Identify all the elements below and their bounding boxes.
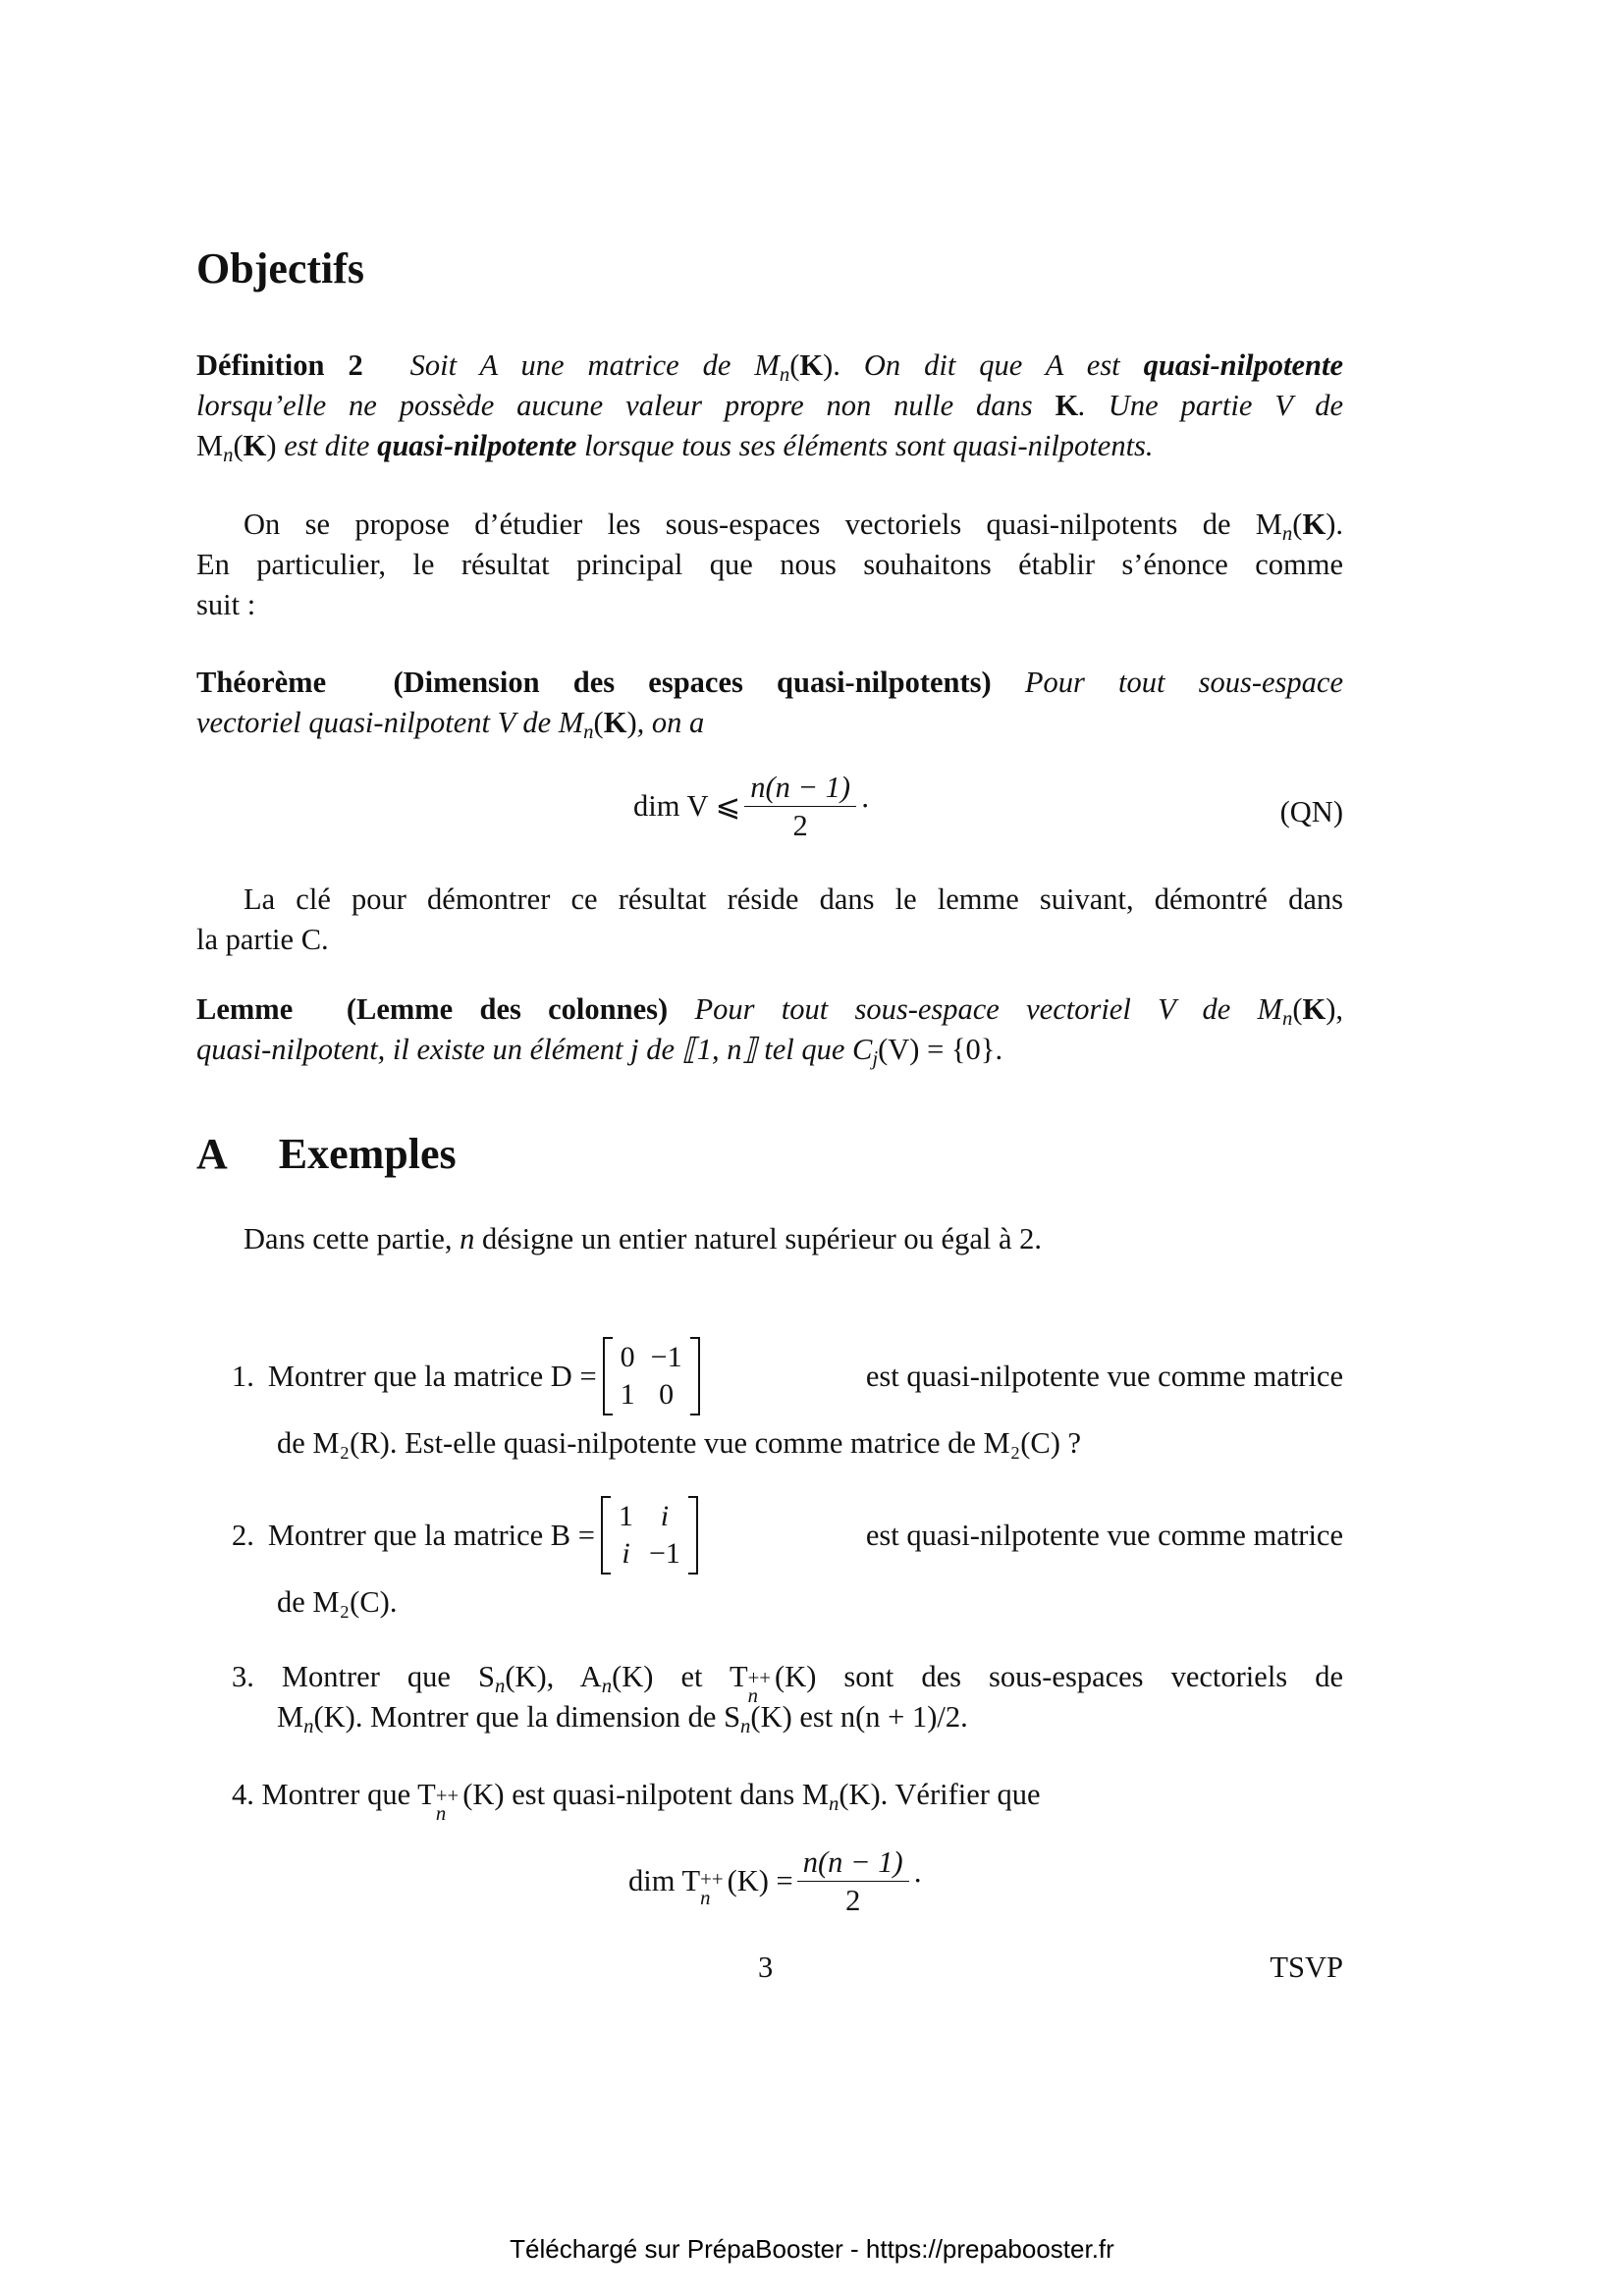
section-a-intro: Dans cette partie, n désigne un entier naturel supérieur ou égal à 2.	[244, 1222, 1043, 1255]
question-number: 3.	[232, 1660, 254, 1693]
lemma-label: Lemme	[196, 992, 294, 1026]
question-1-line-1: 1. Montrer que la matrice D = 0 −1 1 0 est quasi-nilpotente vue comme matrice	[232, 1337, 1343, 1415]
page-number: 3	[758, 1950, 774, 1984]
formula-dim-t: dim T ++ n (K) = $\frac{n(n - 1)}{2}$ ·	[628, 1845, 923, 1917]
question-number: 2.	[232, 1518, 254, 1552]
question-4-line-1: 4. Montrer que T ++ n (K) est quasi-nilpotent dans $M_n(K)$. Vérifier que	[232, 1778, 1041, 1826]
tsvp-label: TSVP	[1270, 1950, 1343, 1984]
question-number: 1.	[232, 1359, 254, 1393]
section-name: Exemples	[278, 1130, 457, 1178]
key-line-2: la partie C.	[196, 923, 329, 956]
equation-tag: (QN)	[1279, 795, 1343, 828]
lemma-name: (Lemme des colonnes)	[346, 992, 669, 1026]
definition-line-2: lorsqu’elle ne possède aucune valeur propre non nulle dans K. Une partie V de	[196, 389, 1343, 422]
formula-qn: dim V ⩽ $\frac{n(n - 1)}{2}$ ·	[633, 771, 871, 842]
question-3-line-1: 3. Montrer que $S_n(K)$, $A_n(K)$ et T ++ n (K) sont des sous-espaces vectoriels de	[232, 1660, 1343, 1708]
matrix-d: 0 −1 1 0	[603, 1337, 700, 1415]
section-title-a	[196, 1129, 457, 1179]
definition-label: Définition 2	[196, 348, 363, 382]
question-2-line-2: de M₂(C).	[277, 1585, 398, 1619]
theorem-line-1: Théorème (Dimension des espaces quasi-nilpotents) Pour tout sous-espace	[196, 666, 1344, 699]
definition-line-1: Définition 2 Soit A une matrice de $M_n(K)$. On dit que A est quasi-nilpotente	[196, 348, 1343, 387]
intro-line-3: suit :	[196, 588, 256, 621]
question-3-line-2: $M_n(K)$. Montrer que la dimension de $S_n(K)$ est n(n + 1)/2.	[277, 1700, 968, 1738]
lemma-line-2: quasi-nilpotent, il existe un élément j de ⟦1, n⟧ tel que $C_j(V) = \{0\}$.	[196, 1033, 1003, 1071]
section-letter: A	[196, 1130, 228, 1178]
theorem-line-2: vectoriel quasi-nilpotent V de $M_n(K)$, on a	[196, 706, 705, 744]
fraction: $\frac{n(n - 1)}{2}$	[744, 769, 856, 844]
question-number: 4.	[232, 1778, 254, 1811]
theorem-label: Théorème	[196, 666, 327, 699]
fraction: $\frac{n(n - 1)}{2}$	[797, 1843, 909, 1919]
section-title-objectifs: Objectifs	[196, 244, 365, 293]
theorem-name: (Dimension des espaces quasi-nilpotents)	[393, 666, 992, 699]
question-1-line-2: de M₂(R). Est-elle quasi-nilpotente vue comme matrice de M₂(C) ?	[277, 1426, 1082, 1460]
matrix-b: 1 i i −1	[601, 1496, 698, 1575]
definition-line-3: $M_n(K)$ est dite quasi-nilpotente lorsque tous ses éléments sont quasi-nilpotents.	[196, 429, 1154, 467]
download-notice: Téléchargé sur PrépaBooster - https://prepabooster.fr	[510, 2234, 1114, 2264]
lemma-line-1: Lemme (Lemme des colonnes) Pour tout sous-espace vectoriel V de $M_n(K)$,	[196, 992, 1344, 1031]
question-2-line-1: 2. Montrer que la matrice B = 1 i i −1 est quasi-nilpotente vue comme matrice	[232, 1496, 1343, 1575]
term-quasi-nilpotente: quasi-nilpotente	[1143, 348, 1343, 382]
key-line-1: La clé pour démontrer ce résultat réside dans le lemme suivant, démontré dans	[244, 882, 1343, 916]
intro-line-1: On se propose d’étudier les sous-espaces vectoriels quasi-nilpotents de $M_n(K)$.	[244, 507, 1343, 546]
intro-line-2: En particulier, le résultat principal que nous souhaitons établir s’énonce comme	[196, 548, 1343, 581]
